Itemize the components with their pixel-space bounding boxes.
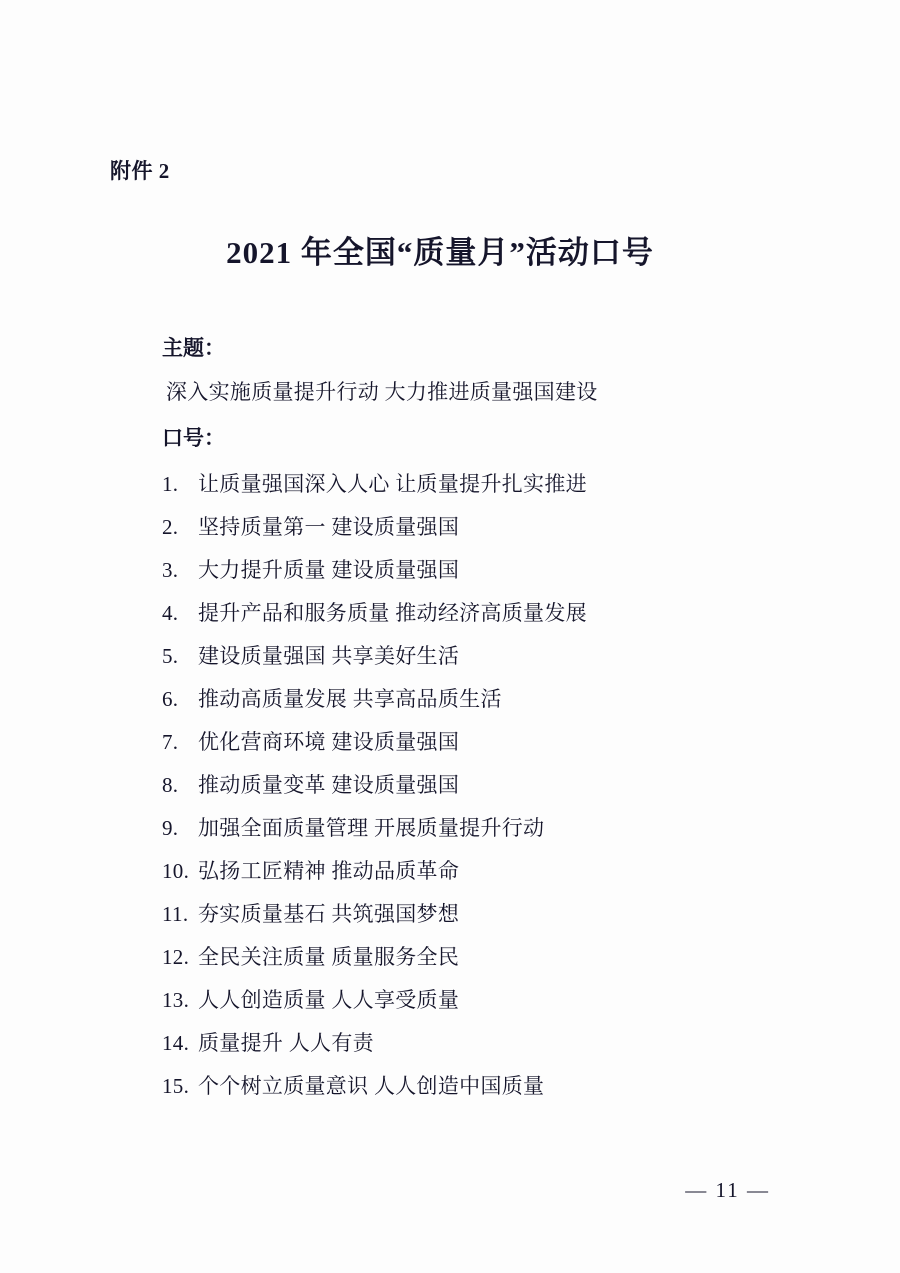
list-item-text: 夯实质量基石 共筑强国梦想: [198, 902, 460, 926]
list-item: [110, 812, 790, 842]
list-item: [110, 1027, 790, 1057]
list-item-number: 7.: [162, 730, 179, 754]
list-item: [110, 898, 790, 928]
list-item-number: 9.: [162, 816, 179, 840]
list-item-number: 6.: [162, 687, 179, 711]
page-number: — 11 —: [685, 1178, 770, 1202]
list-item: [110, 468, 790, 498]
list-item-number: 13.: [162, 988, 190, 1012]
list-item-number: 11.: [162, 902, 189, 926]
attachment-label: 附件 2: [110, 159, 170, 183]
list-item-number: 5.: [162, 644, 179, 668]
list-item-text: 人人创造质量 人人享受质量: [198, 988, 460, 1012]
list-item-number: 12.: [162, 945, 190, 969]
list-item-text: 推动高质量发展 共享高品质生活: [198, 687, 502, 711]
list-item-text: 让质量强国深入人心 让质量提升扎实推进: [198, 472, 587, 496]
list-item: [110, 941, 790, 971]
list-item-text: 优化营商环境 建设质量强国: [198, 730, 460, 754]
list-item: [110, 984, 790, 1014]
theme-heading: 主题：: [162, 336, 225, 360]
list-item-text: 个个树立质量意识 人人创造中国质量: [198, 1074, 545, 1098]
slogan-list: [110, 468, 790, 1100]
list-item: [110, 726, 790, 756]
list-item-text: 加强全面质量管理 开展质量提升行动: [198, 816, 545, 840]
list-item: [110, 554, 790, 584]
list-item-number: 10.: [162, 859, 190, 883]
list-item-text: 质量提升 人人有责: [198, 1031, 374, 1055]
list-item: [110, 640, 790, 670]
slogan-heading: 口号：: [162, 426, 225, 450]
list-item-number: 3.: [162, 558, 179, 582]
list-item: [110, 769, 790, 799]
list-item: [110, 597, 790, 627]
list-item-text: 建设质量强国 共享美好生活: [198, 644, 460, 668]
list-item-number: 2.: [162, 515, 179, 539]
list-item-text: 弘扬工匠精神 推动品质革命: [198, 859, 460, 883]
list-item-text: 大力提升质量 建设质量强国: [198, 558, 460, 582]
list-item-number: 1.: [162, 472, 179, 496]
list-item-text: 坚持质量第一 建设质量强国: [198, 515, 460, 539]
list-item-text: 推动质量变革 建设质量强国: [198, 773, 460, 797]
list-item: [110, 855, 790, 885]
list-item-number: 14.: [162, 1031, 190, 1055]
page-title: 2021 年全国“质量月”活动口号: [226, 235, 654, 270]
list-item-text: 提升产品和服务质量 推动经济高质量发展: [198, 601, 587, 625]
list-item-number: 4.: [162, 601, 179, 625]
theme-text: 深入实施质量提升行动 大力推进质量强国建设: [166, 380, 598, 404]
list-item-number: 15.: [162, 1074, 190, 1098]
list-item-number: 8.: [162, 773, 179, 797]
list-item-text: 全民关注质量 质量服务全民: [198, 945, 460, 969]
document-body: [110, 155, 790, 1113]
list-item: [110, 683, 790, 713]
list-item: [110, 511, 790, 541]
list-item: [110, 1070, 790, 1100]
